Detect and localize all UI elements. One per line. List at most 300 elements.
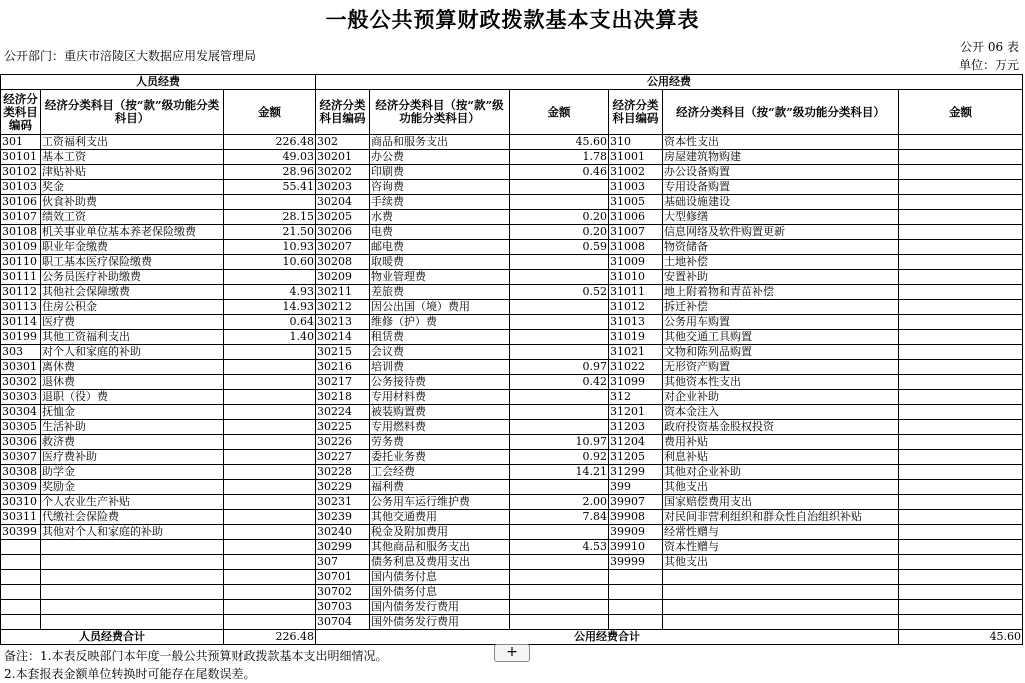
col-name-header: 经济分类科目（按“款”级功能分类科目） <box>663 90 899 135</box>
cell-name: 税金及附加费用 <box>370 525 510 540</box>
cell-amount <box>510 420 609 435</box>
table-row <box>1 315 1023 330</box>
table-row <box>1 405 1023 420</box>
cell-name: 医疗费补助 <box>41 450 224 465</box>
cell-amount <box>224 360 316 375</box>
table-row <box>1 210 1023 225</box>
cell-code: 30108 <box>1 225 41 240</box>
cell-name <box>41 570 224 585</box>
expand-button[interactable]: + <box>494 644 530 662</box>
cell-code: 30301 <box>1 360 41 375</box>
table-row <box>1 270 1023 285</box>
cell-name: 差旅费 <box>370 285 510 300</box>
cell-amount: 28.96 <box>224 165 316 180</box>
table-row <box>1 600 1023 615</box>
cell-amount <box>224 510 316 525</box>
cell-name: 生活补助 <box>41 420 224 435</box>
cell-name: 利息补贴 <box>663 450 899 465</box>
cell-code: 30208 <box>316 255 370 270</box>
cell-code <box>1 600 41 615</box>
cell-code: 30215 <box>316 345 370 360</box>
cell-amount <box>510 345 609 360</box>
cell-amount <box>899 345 1023 360</box>
cell-name: 其他交通费用 <box>370 510 510 525</box>
cell-amount <box>224 570 316 585</box>
cell-name: 资本性赠与 <box>663 540 899 555</box>
cell-amount <box>899 480 1023 495</box>
cell-code <box>1 615 41 630</box>
table-row <box>1 615 1023 630</box>
cell-name <box>663 570 899 585</box>
cell-name: 邮电费 <box>370 240 510 255</box>
cell-code: 30101 <box>1 150 41 165</box>
cell-code: 31012 <box>609 300 663 315</box>
cell-name <box>663 585 899 600</box>
cell-code: 30308 <box>1 465 41 480</box>
cell-amount <box>510 330 609 345</box>
cell-name: 物业管理费 <box>370 270 510 285</box>
cell-amount: 28.15 <box>224 210 316 225</box>
cell-code: 30203 <box>316 180 370 195</box>
cell-code: 31003 <box>609 180 663 195</box>
cell-amount <box>510 195 609 210</box>
cell-amount <box>899 540 1023 555</box>
cell-name: 取暖费 <box>370 255 510 270</box>
cell-name: 电费 <box>370 225 510 240</box>
table-row <box>1 450 1023 465</box>
cell-code: 39908 <box>609 510 663 525</box>
department-label: 公开部门：重庆市涪陵区大数据应用发展管理局 <box>4 49 257 63</box>
cell-amount: 7.84 <box>510 510 609 525</box>
cell-name: 基础设施建设 <box>663 195 899 210</box>
cell-name: 文物和陈列品购置 <box>663 345 899 360</box>
cell-amount <box>224 420 316 435</box>
cell-name: 被装购置费 <box>370 405 510 420</box>
cell-amount <box>899 360 1023 375</box>
cell-amount: 4.53 <box>510 540 609 555</box>
cell-amount <box>510 180 609 195</box>
cell-name: 政府投资基金股权投资 <box>663 420 899 435</box>
cell-amount: 0.92 <box>510 450 609 465</box>
cell-name: 无形资产购置 <box>663 360 899 375</box>
cell-name: 职工基本医疗保险缴费 <box>41 255 224 270</box>
cell-code: 30216 <box>316 360 370 375</box>
table-number: 公开 06 表 <box>960 40 1019 54</box>
table-row <box>1 435 1023 450</box>
cell-amount <box>899 420 1023 435</box>
cell-name: 办公设备购置 <box>663 165 899 180</box>
cell-code: 31001 <box>609 150 663 165</box>
table-row <box>1 135 1023 150</box>
cell-amount <box>224 435 316 450</box>
cell-name: 其他交通工具购置 <box>663 330 899 345</box>
cell-name: 商品和服务支出 <box>370 135 510 150</box>
cell-name <box>41 540 224 555</box>
cell-code <box>609 570 663 585</box>
personnel-total-value: 226.48 <box>224 630 316 645</box>
cell-code: 30110 <box>1 255 41 270</box>
cell-code: 30305 <box>1 420 41 435</box>
cell-amount <box>224 465 316 480</box>
cell-name: 对民间非营利组织和群众性自治组织补贴 <box>663 510 899 525</box>
cell-name: 其他资本性支出 <box>663 375 899 390</box>
cell-name: 公务员医疗补助缴费 <box>41 270 224 285</box>
cell-name: 其他对个人和家庭的补助 <box>41 525 224 540</box>
cell-amount <box>899 315 1023 330</box>
cell-amount <box>899 195 1023 210</box>
cell-amount <box>899 165 1023 180</box>
table-row <box>1 510 1023 525</box>
cell-amount <box>899 495 1023 510</box>
cell-code: 30107 <box>1 210 41 225</box>
cell-code: 30202 <box>316 165 370 180</box>
table-row <box>1 180 1023 195</box>
cell-amount <box>899 180 1023 195</box>
cell-name: 公务接待费 <box>370 375 510 390</box>
table-row <box>1 375 1023 390</box>
table-row <box>1 555 1023 570</box>
cell-name: 公务用车购置 <box>663 315 899 330</box>
cell-code: 30299 <box>316 540 370 555</box>
cell-name: 费用补贴 <box>663 435 899 450</box>
table-row <box>1 165 1023 180</box>
cell-code <box>1 570 41 585</box>
cell-code: 30309 <box>1 480 41 495</box>
cell-code: 39907 <box>609 495 663 510</box>
cell-name: 抚恤金 <box>41 405 224 420</box>
table-row <box>1 480 1023 495</box>
cell-amount <box>224 585 316 600</box>
table-row <box>1 390 1023 405</box>
cell-amount <box>899 150 1023 165</box>
cell-name: 退职（役）费 <box>41 390 224 405</box>
cell-amount <box>510 315 609 330</box>
cell-code: 39909 <box>609 525 663 540</box>
cell-name: 印刷费 <box>370 165 510 180</box>
cell-name: 专用材料费 <box>370 390 510 405</box>
cell-code: 30229 <box>316 480 370 495</box>
cell-code: 30211 <box>316 285 370 300</box>
cell-code: 30212 <box>316 300 370 315</box>
cell-code: 30225 <box>316 420 370 435</box>
cell-name: 国外债务付息 <box>370 585 510 600</box>
cell-amount: 1.78 <box>510 150 609 165</box>
cell-amount: 0.52 <box>510 285 609 300</box>
table-row <box>1 585 1023 600</box>
cell-amount <box>899 240 1023 255</box>
cell-amount: 10.97 <box>510 435 609 450</box>
cell-code: 399 <box>609 480 663 495</box>
cell-amount: 0.42 <box>510 375 609 390</box>
cell-amount <box>510 615 609 630</box>
cell-amount <box>899 615 1023 630</box>
cell-name: 福利费 <box>370 480 510 495</box>
note-line-2: 2.本套报表金额单位转换时可能存在尾数误差。 <box>4 667 256 681</box>
cell-name: 专用设备购置 <box>663 180 899 195</box>
cell-name: 代缴社会保险费 <box>41 510 224 525</box>
public-total-value: 45.60 <box>899 630 1023 645</box>
cell-code: 30217 <box>316 375 370 390</box>
table-row <box>1 240 1023 255</box>
table-row <box>1 225 1023 240</box>
cell-code: 30224 <box>316 405 370 420</box>
cell-name: 对个人和家庭的补助 <box>41 345 224 360</box>
cell-amount <box>899 555 1023 570</box>
cell-name: 地上附着物和青苗补偿 <box>663 285 899 300</box>
expenditure-table <box>0 74 1023 645</box>
cell-amount <box>224 345 316 360</box>
cell-amount <box>899 135 1023 150</box>
cell-amount <box>899 435 1023 450</box>
cell-code: 30399 <box>1 525 41 540</box>
cell-code: 31204 <box>609 435 663 450</box>
personnel-total-label: 人员经费合计 <box>1 630 224 645</box>
cell-code <box>609 615 663 630</box>
cell-name: 基本工资 <box>41 150 224 165</box>
cell-name: 工资福利支出 <box>41 135 224 150</box>
cell-amount: 4.93 <box>224 285 316 300</box>
cell-name: 土地补偿 <box>663 255 899 270</box>
table-row <box>1 525 1023 540</box>
cell-code: 30239 <box>316 510 370 525</box>
cell-code: 31021 <box>609 345 663 360</box>
cell-code: 31008 <box>609 240 663 255</box>
cell-name: 培训费 <box>370 360 510 375</box>
cell-amount: 14.93 <box>224 300 316 315</box>
cell-amount <box>224 405 316 420</box>
cell-amount <box>899 465 1023 480</box>
cell-amount: 21.50 <box>224 225 316 240</box>
cell-name: 伙食补助费 <box>41 195 224 210</box>
col-name-header: 经济分类科目（按“款”级功能分类科目） <box>41 90 224 135</box>
cell-code: 312 <box>609 390 663 405</box>
cell-amount <box>899 330 1023 345</box>
table-row <box>1 465 1023 480</box>
public-total-label: 公用经费合计 <box>316 630 899 645</box>
cell-amount <box>899 270 1023 285</box>
col-amount-header: 金额 <box>899 90 1023 135</box>
cell-name: 津贴补贴 <box>41 165 224 180</box>
cell-name: 机关事业单位基本养老保险缴费 <box>41 225 224 240</box>
cell-amount <box>510 570 609 585</box>
cell-code: 30304 <box>1 405 41 420</box>
cell-name: 水费 <box>370 210 510 225</box>
cell-name: 绩效工资 <box>41 210 224 225</box>
cell-amount <box>899 450 1023 465</box>
cell-amount <box>224 600 316 615</box>
cell-name: 奖金 <box>41 180 224 195</box>
cell-code: 30205 <box>316 210 370 225</box>
cell-code: 30218 <box>316 390 370 405</box>
cell-name <box>41 600 224 615</box>
cell-amount: 45.60 <box>510 135 609 150</box>
cell-code <box>1 555 41 570</box>
cell-amount <box>899 285 1023 300</box>
cell-code: 30112 <box>1 285 41 300</box>
cell-amount <box>899 300 1023 315</box>
cell-code: 30228 <box>316 465 370 480</box>
table-row <box>1 285 1023 300</box>
table-row <box>1 570 1023 585</box>
cell-amount <box>510 600 609 615</box>
cell-amount <box>899 510 1023 525</box>
table-row <box>1 195 1023 210</box>
cell-name <box>41 615 224 630</box>
cell-code: 31009 <box>609 255 663 270</box>
cell-amount: 55.41 <box>224 180 316 195</box>
cell-amount <box>224 495 316 510</box>
cell-name: 公务用车运行维护费 <box>370 495 510 510</box>
cell-name: 其他工资福利支出 <box>41 330 224 345</box>
cell-code: 31205 <box>609 450 663 465</box>
cell-amount <box>510 300 609 315</box>
col-amount-header: 金额 <box>510 90 609 135</box>
cell-name: 职业年金缴费 <box>41 240 224 255</box>
cell-name: 维修（护）费 <box>370 315 510 330</box>
cell-name: 信息网络及软件购置更新 <box>663 225 899 240</box>
cell-amount <box>510 525 609 540</box>
unit-label: 单位：万元 <box>958 58 1019 72</box>
col-code-header: 经济分类科目编码 <box>316 90 370 135</box>
table-row <box>1 420 1023 435</box>
cell-code: 30703 <box>316 600 370 615</box>
cell-code: 30111 <box>1 270 41 285</box>
cell-code: 31019 <box>609 330 663 345</box>
cell-code: 31010 <box>609 270 663 285</box>
cell-name: 拆迁补偿 <box>663 300 899 315</box>
cell-code: 30307 <box>1 450 41 465</box>
table-body <box>1 135 1023 630</box>
cell-amount: 14.21 <box>510 465 609 480</box>
cell-amount <box>510 555 609 570</box>
cell-code: 310 <box>609 135 663 150</box>
cell-code: 30106 <box>1 195 41 210</box>
cell-amount <box>224 525 316 540</box>
cell-name: 手续费 <box>370 195 510 210</box>
cell-code: 30207 <box>316 240 370 255</box>
cell-code: 31099 <box>609 375 663 390</box>
table-row <box>1 150 1023 165</box>
cell-code: 31011 <box>609 285 663 300</box>
col-code-header: 经济分类科目编码 <box>609 90 663 135</box>
cell-amount: 0.64 <box>224 315 316 330</box>
cell-code <box>1 540 41 555</box>
cell-amount: 2.00 <box>510 495 609 510</box>
cell-amount: 0.20 <box>510 210 609 225</box>
cell-code: 31201 <box>609 405 663 420</box>
cell-code <box>609 600 663 615</box>
cell-code: 30231 <box>316 495 370 510</box>
cell-code: 31013 <box>609 315 663 330</box>
cell-name: 助学金 <box>41 465 224 480</box>
cell-amount <box>510 255 609 270</box>
cell-amount: 0.46 <box>510 165 609 180</box>
cell-code: 31006 <box>609 210 663 225</box>
cell-code: 303 <box>1 345 41 360</box>
cell-amount: 0.59 <box>510 240 609 255</box>
cell-name: 大型修缮 <box>663 210 899 225</box>
cell-amount: 0.97 <box>510 360 609 375</box>
cell-name <box>41 555 224 570</box>
table-row <box>1 495 1023 510</box>
cell-name: 国内债务付息 <box>370 570 510 585</box>
cell-name: 会议费 <box>370 345 510 360</box>
cell-code: 39910 <box>609 540 663 555</box>
cell-amount <box>224 195 316 210</box>
note-line-1: 备注：1.本表反映部门本年度一般公共预算财政拨款基本支出明细情况。 <box>4 649 388 663</box>
col-amount-header: 金额 <box>224 90 316 135</box>
cell-amount: 0.20 <box>510 225 609 240</box>
cell-amount <box>224 555 316 570</box>
cell-amount <box>510 480 609 495</box>
cell-name: 办公费 <box>370 150 510 165</box>
cell-amount <box>224 375 316 390</box>
cell-name: 对企业补助 <box>663 390 899 405</box>
cell-amount <box>899 390 1023 405</box>
cell-code: 307 <box>316 555 370 570</box>
cell-amount: 226.48 <box>224 135 316 150</box>
cell-name: 资本性支出 <box>663 135 899 150</box>
table-row <box>1 360 1023 375</box>
cell-code: 30199 <box>1 330 41 345</box>
cell-code: 30103 <box>1 180 41 195</box>
col-code-header: 经济分类科目编码 <box>1 90 41 135</box>
cell-amount <box>899 255 1023 270</box>
cell-amount: 49.03 <box>224 150 316 165</box>
cell-code: 301 <box>1 135 41 150</box>
public-group-header: 公用经费 <box>316 75 1023 90</box>
cell-code: 30206 <box>316 225 370 240</box>
cell-name: 医疗费 <box>41 315 224 330</box>
cell-code: 30102 <box>1 165 41 180</box>
cell-name: 安置补助 <box>663 270 899 285</box>
cell-name: 委托业务费 <box>370 450 510 465</box>
cell-code: 30226 <box>316 435 370 450</box>
cell-amount: 1.40 <box>224 330 316 345</box>
cell-amount <box>224 270 316 285</box>
report-title: 一般公共预算财政拨款基本支出决算表 <box>325 7 700 32</box>
cell-name: 其他支出 <box>663 480 899 495</box>
cell-amount <box>899 600 1023 615</box>
cell-name: 房屋建筑物购建 <box>663 150 899 165</box>
cell-name: 专用燃料费 <box>370 420 510 435</box>
cell-amount <box>510 390 609 405</box>
cell-code: 30302 <box>1 375 41 390</box>
cell-amount <box>224 390 316 405</box>
cell-name: 退休费 <box>41 375 224 390</box>
cell-name: 劳务费 <box>370 435 510 450</box>
cell-code: 30213 <box>316 315 370 330</box>
cell-name: 物资储备 <box>663 240 899 255</box>
cell-name: 租赁费 <box>370 330 510 345</box>
cell-code: 30311 <box>1 510 41 525</box>
table-row <box>1 345 1023 360</box>
table-row <box>1 540 1023 555</box>
cell-code <box>609 585 663 600</box>
cell-code: 31299 <box>609 465 663 480</box>
cell-code: 31005 <box>609 195 663 210</box>
cell-amount <box>899 525 1023 540</box>
cell-code: 30113 <box>1 300 41 315</box>
cell-code: 30204 <box>316 195 370 210</box>
cell-amount <box>510 405 609 420</box>
cell-name: 其他商品和服务支出 <box>370 540 510 555</box>
cell-name: 奖励金 <box>41 480 224 495</box>
cell-code: 30701 <box>316 570 370 585</box>
cell-name: 经常性赠与 <box>663 525 899 540</box>
cell-amount <box>224 540 316 555</box>
cell-name: 咨询费 <box>370 180 510 195</box>
